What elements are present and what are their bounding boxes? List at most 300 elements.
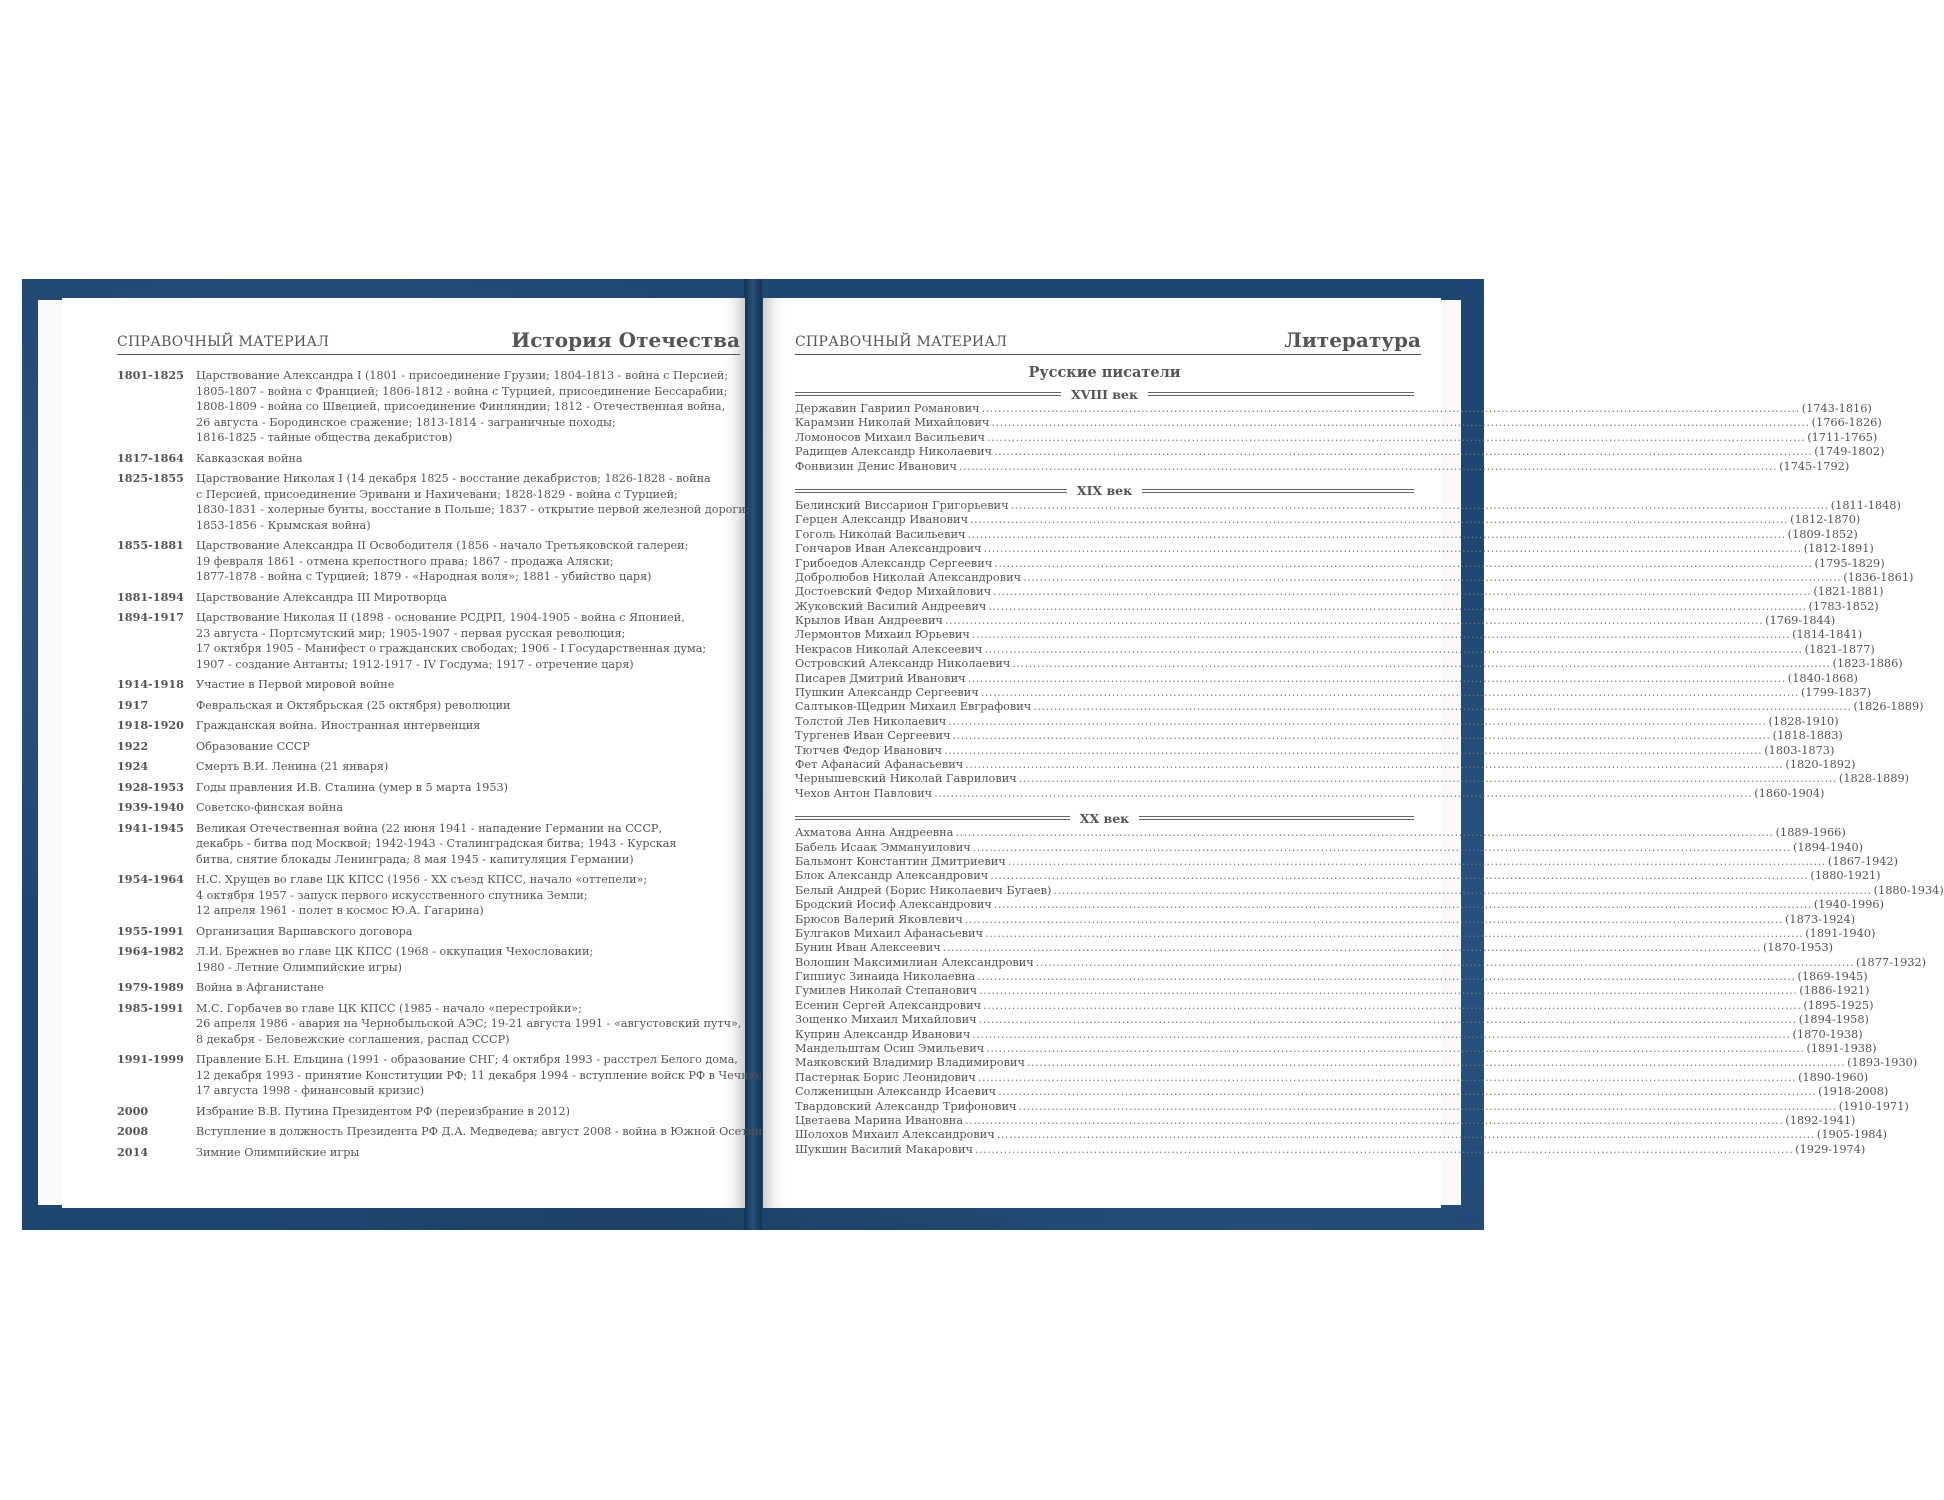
writer-row: [795, 1099, 1909, 1114]
dot-leader: ........................................................................................................................................................................................................: [1035, 955, 1854, 969]
timeline-event-line: 19 февраля 1861 - отмена крепостного права; 1867 - продажа Аляски;: [196, 554, 614, 568]
timeline-date: 1918-1920: [117, 718, 184, 732]
writer-name: Крылов Иван Андреевич: [795, 614, 943, 628]
timeline-event: [196, 1124, 762, 1140]
writer-row: [795, 599, 1879, 614]
century-group: [795, 386, 1885, 474]
dot-leader: ........................................................................................................................................................................................................: [952, 729, 1771, 743]
writer-row: [795, 912, 1856, 927]
timeline-event: [196, 1052, 762, 1099]
writer-dates: (1895-1925): [1803, 998, 1874, 1012]
dot-leader: ........................................................................................................................................................................................................: [972, 1027, 1791, 1041]
timeline-event-line: 26 апреля 1986 - авария на Чернобыльской АЭС; 19-21 августа 1991 - «августовский путч»,: [196, 1017, 742, 1030]
writer-name: Пушкин Александр Сергеевич: [795, 686, 979, 700]
dot-leader: ........................................................................................................................................................................................................: [958, 459, 1778, 473]
writer-row: [795, 1042, 1877, 1056]
timeline-event: [196, 718, 737, 734]
right-page-header: [795, 324, 1421, 355]
writer-name: Толстой Лев Николаевич: [795, 714, 947, 728]
writer-name: Тургенев Иван Сергеевич: [795, 729, 951, 743]
timeline-event-line: Зимние Олимпийские игры: [196, 1145, 360, 1159]
timeline-date: 1964-1982: [117, 944, 184, 958]
writer-dates: (1910-1971): [1838, 1099, 1909, 1113]
timeline-event: [196, 1145, 737, 1161]
writer-dates: (1867-1942): [1827, 854, 1899, 868]
century-label: XIX век: [1076, 483, 1133, 499]
century-label: XVIII век: [1071, 386, 1138, 402]
dot-leader: ........................................................................................................................................................................................................: [983, 542, 1802, 556]
writer-name: Радищев Александр Николаевич: [795, 445, 993, 459]
century-heading: [795, 810, 1414, 826]
writer-dates: (1860-1904): [1754, 786, 1825, 800]
timeline-event: [196, 924, 737, 940]
writer-dates: (1880-1934): [1873, 883, 1944, 897]
dot-leader: ........................................................................................................................................................................................................: [997, 1085, 1817, 1099]
writer-dates: (1893-1930): [1847, 1056, 1918, 1070]
writer-row: [795, 459, 1850, 474]
timeline-event-line: Н.С. Хрущев во главе ЦК КПСС (1956 - XX съезд КПСС, начало «оттепели»;: [196, 873, 648, 886]
timeline-row: [117, 1000, 742, 1048]
timeline-event-line: Организация Варшавского договора: [196, 924, 413, 938]
writer-dates: (1711-1765): [1807, 430, 1878, 444]
writer-name: Державин Гавриил Романович: [795, 402, 980, 415]
dot-leader: ........................................................................................................................................................................................................: [1010, 498, 1829, 512]
writer-name: Гиппиус Зинаида Николаевна: [795, 970, 976, 984]
timeline-event-line: Царствование Александра II Освободителя (1856 - начало Третьяковской галереи;: [196, 539, 689, 552]
writer-dates: (1891-1940): [1805, 926, 1876, 940]
writer-name: Герцен Александр Иванович: [795, 513, 968, 527]
divider: [795, 816, 1070, 820]
dot-leader: ........................................................................................................................................................................................................: [942, 941, 1761, 955]
timeline-row: [117, 759, 737, 775]
writer-dates: (1803-1873): [1764, 743, 1835, 757]
timeline-event: [196, 698, 737, 714]
writer-row: [795, 1128, 1888, 1142]
timeline-event-line: Вступление в должность Президента РФ Д.А. Медведева; август 2008 - война в Южной Осетии: [196, 1125, 763, 1138]
timeline-event-line: Советско-финская война: [196, 801, 344, 814]
timeline-event: [196, 538, 737, 585]
dot-leader: ........................................................................................................................................................................................................: [974, 1142, 1794, 1156]
timeline-date: 1855-1881: [117, 538, 184, 552]
timeline-row: [117, 1124, 763, 1140]
writer-dates: (1766-1826): [1811, 416, 1882, 430]
writer-row: [795, 1056, 1918, 1070]
timeline-date: 2014: [117, 1144, 149, 1159]
writer-row: [795, 430, 1878, 445]
timeline-date: 1991-1999: [117, 1052, 184, 1066]
writer-dates: (1812-1891): [1803, 542, 1874, 556]
dot-leader: ........................................................................................................................................................................................................: [955, 826, 1774, 840]
timeline-event-line: декабрь - битва под Москвой; 1942-1943 - Сталинградская битва; 1943 - Курская: [196, 837, 677, 850]
writer-name: Блок Александр Александрович: [795, 869, 989, 883]
page-title: Литература: [1284, 328, 1421, 352]
dot-leader: ........................................................................................................................................................................................................: [979, 984, 1798, 998]
writer-dates: (1870-1938): [1792, 1027, 1863, 1041]
dot-leader: ........................................................................................................................................................................................................: [944, 743, 1763, 757]
writer-row: [795, 445, 1885, 459]
timeline-event-line: Правление Б.Н. Ельцина (1991 - образование СНГ; 4 октября 1993 - расстрел Белого дома,: [196, 1053, 738, 1066]
writer-dates: (1828-1889): [1838, 772, 1910, 786]
timeline-date: 1894-1917: [117, 610, 184, 624]
writer-name: Брюсов Валерий Яковлевич: [795, 912, 963, 926]
timeline-event-line: 1980 - Летние Олимпийские игры): [196, 960, 403, 974]
writer-dates: (1940-1996): [1813, 898, 1885, 912]
right-page: [763, 298, 1944, 1208]
writer-row: [795, 772, 1910, 786]
writer-row: [795, 570, 1914, 585]
writer-row: [795, 869, 1881, 883]
timeline-event-line: 1907 - создание Антанты; 1912-1917 - IV Госдума; 1917 - отречение царя): [196, 657, 634, 671]
writer-row: [795, 998, 1874, 1013]
dot-leader: ........................................................................................................................................................................................................: [944, 614, 1764, 628]
timeline-row: [117, 538, 737, 585]
writer-name: Пастернак Борис Леонидович: [795, 1070, 976, 1084]
writer-row: [795, 757, 1856, 772]
timeline-event-line: 12 декабря 1993 - принятие Конституции РФ; 11 декабря 1994 - вступление войск РФ в Чечню;: [196, 1068, 763, 1082]
dot-leader: ........................................................................................................................................................................................................: [987, 430, 1806, 444]
dot-leader: ........................................................................................................................................................................................................: [1012, 657, 1831, 671]
dot-leader: ........................................................................................................................................................................................................: [994, 445, 1813, 459]
writer-name: Куприн Александр Иванович: [795, 1027, 971, 1041]
timeline-date: 1801-1825: [117, 368, 184, 382]
timeline-row: [117, 780, 737, 796]
dot-leader: ........................................................................................................................................................................................................: [964, 912, 1783, 926]
writer-name: Гончаров Иван Александрович: [795, 542, 982, 556]
dot-leader: ........................................................................................................................................................................................................: [991, 416, 1810, 430]
writer-row: [795, 955, 1927, 970]
writer-row: [795, 671, 1858, 686]
writer-name: Тютчев Федор Иванович: [795, 743, 943, 757]
divider: [1139, 816, 1414, 820]
dot-leader: ........................................................................................................................................................................................................: [967, 671, 1786, 685]
timeline-event-line: Образование СССР: [196, 739, 310, 753]
writer-row: [795, 700, 1924, 714]
writer-row: [795, 854, 1899, 869]
timeline-event: [196, 759, 737, 775]
timeline-date: 1985-1991: [117, 1000, 184, 1015]
writer-dates: (1823-1886): [1832, 657, 1903, 671]
timeline-row: [117, 1052, 763, 1099]
writer-name: Шолохов Михаил Александрович: [795, 1128, 995, 1142]
writer-name: Чехов Антон Павлович: [795, 786, 933, 800]
dot-leader: ........................................................................................................................................................................................................: [967, 527, 1786, 541]
timeline-event-line: Царствование Николая II (1898 - основание РСДРП, 1904-1905 - война с Японией,: [196, 611, 685, 624]
timeline-date: 1954-1964: [117, 872, 184, 886]
timeline-event-line: Война в Афганистане: [196, 981, 324, 994]
writer-dates: (1812-1870): [1790, 513, 1861, 527]
dot-leader: ........................................................................................................................................................................................................: [1033, 700, 1852, 714]
writer-dates: (1890-1960): [1798, 1070, 1869, 1084]
dot-leader: ........................................................................................................................................................................................................: [948, 714, 1767, 728]
timeline-event-line: 8 декабря - Беловежские соглашения, распад СССР): [196, 1032, 510, 1046]
section-label: СПРАВОЧНЫЙ МАТЕРИАЛ: [795, 334, 1008, 350]
timeline-event: [196, 872, 737, 919]
writer-dates: (1880-1921): [1810, 869, 1881, 883]
writer-dates: (1870-1953): [1762, 941, 1834, 955]
timeline-date: 1928-1953: [117, 779, 184, 794]
timeline-date: 1817-1864: [117, 450, 184, 465]
writers-list: [795, 362, 1944, 1166]
writer-row: [795, 1113, 1856, 1128]
timeline-event-line: Л.И. Брежнев во главе ЦК КПСС (1968 - оккупация Чехословакии;: [196, 945, 594, 958]
writer-row: [795, 614, 1836, 628]
writer-name: Мандельштам Осип Эмильевич: [795, 1042, 985, 1056]
timeline-row: [117, 1104, 737, 1120]
writer-name: Салтыков-Щедрин Михаил Евграфович: [795, 700, 1032, 714]
writer-name: Некрасов Николай Алексеевич: [795, 642, 983, 656]
timeline-event-line: Царствование Николая I (14 декабря 1825 - восстание декабристов; 1826-1828 - война: [196, 472, 711, 485]
writer-name: Булгаков Михаил Афанасьевич: [795, 926, 984, 940]
timeline-event: [196, 1001, 741, 1048]
divider: [795, 489, 1067, 493]
timeline-event: [196, 980, 737, 996]
writer-row: [795, 628, 1863, 642]
writer-name: Есенин Сергей Александрович: [795, 998, 982, 1012]
writer-name: Карамзин Николай Михайлович: [795, 416, 990, 430]
dot-leader: ........................................................................................................................................................................................................: [980, 686, 1799, 700]
dot-leader: ........................................................................................................................................................................................................: [984, 642, 1803, 656]
dot-leader: ........................................................................................................................................................................................................: [993, 898, 1812, 912]
timeline-date: 1955-1991: [117, 923, 184, 938]
timeline-row: [117, 451, 737, 467]
timeline-event-line: 23 августа - Портсмутский мир; 1905-1907 - первая русская революция;: [196, 626, 626, 640]
writer-dates: (1892-1941): [1785, 1113, 1856, 1127]
timeline-date: 2000: [117, 1103, 149, 1118]
dot-leader: ........................................................................................................................................................................................................: [1023, 570, 1842, 584]
writer-dates: (1840-1868): [1787, 671, 1858, 685]
writer-dates: (1894-1958): [1798, 1013, 1869, 1027]
writer-dates: (1811-1848): [1830, 498, 1901, 512]
writer-row: [795, 1027, 1863, 1042]
writer-name: Грибоедов Александр Сергеевич: [795, 556, 993, 570]
dot-leader: ........................................................................................................................................................................................................: [1018, 1099, 1837, 1113]
dot-leader: ........................................................................................................................................................................................................: [969, 513, 1789, 527]
writer-dates: (1894-1940): [1792, 840, 1864, 854]
writer-name: Белинский Виссарион Григорьевич: [795, 498, 1009, 512]
timeline-event-line: 26 августа - Бородинское сражение; 1813-1814 - заграничные походы;: [196, 415, 616, 429]
timeline-event-line: 12 апреля 1961 - полет в космос Ю.А. Гагарина): [196, 904, 484, 917]
timeline-date: 1914-1918: [117, 677, 184, 691]
writer-row: [795, 970, 1868, 984]
writer-dates: (1886-1921): [1799, 984, 1870, 998]
writer-name: Гоголь Николай Васильевич: [795, 527, 966, 541]
writer-row: [795, 416, 1882, 430]
timeline-row: [117, 924, 737, 940]
timeline-event-line: Смерть В.И. Ленина (21 января): [196, 760, 389, 773]
writer-dates: (1820-1892): [1785, 757, 1856, 771]
writer-row: [795, 1142, 1866, 1157]
timeline-event-line: Гражданская война. Иностранная интервенция: [196, 719, 481, 732]
divider: [795, 392, 1061, 396]
dot-leader: ........................................................................................................................................................................................................: [978, 1013, 1797, 1027]
timeline-event: [196, 451, 737, 467]
writer-dates: (1809-1852): [1787, 527, 1858, 541]
writer-name: Жуковский Василий Андреевич: [795, 599, 987, 613]
timeline-event-line: битва, снятие блокады Ленинграда; 8 мая 1945 - капитуляция Германии): [196, 852, 634, 866]
page-edges-left: [38, 300, 64, 1205]
timeline-date: 1917: [117, 697, 149, 712]
timeline-row: [117, 368, 737, 446]
writer-row: [795, 642, 1875, 657]
timeline-row: [117, 590, 737, 606]
writer-name: Бабель Исаак Эммануилович: [795, 840, 971, 854]
timeline-date: 1825-1855: [117, 471, 184, 485]
writer-dates: (1821-1881): [1813, 585, 1884, 599]
timeline-row: [117, 718, 737, 734]
writer-name: Достоевский Федор Михайлович: [795, 585, 992, 599]
timeline-event: [196, 800, 737, 816]
writer-name: Ахматова Анна Андреевна: [795, 826, 954, 840]
timeline-event-line: Царствование Александра III Миротворца: [196, 590, 447, 604]
writer-row: [795, 714, 1839, 729]
dot-leader: ........................................................................................................................................................................................................: [990, 869, 1809, 883]
timeline-event: [196, 739, 737, 755]
timeline-event: [196, 1104, 737, 1120]
writer-row: [795, 402, 1872, 416]
timeline-event-line: Февральская и Октябрьская (25 октября) революции: [196, 698, 511, 712]
timeline-event-line: 17 августа 1998 - финансовый кризис): [196, 1084, 425, 1097]
timeline-event-line: 1830-1831 - холерные бунты, восстание в Польше; 1837 - открытие первой железной дороги;: [196, 503, 750, 516]
writer-dates: (1826-1889): [1853, 700, 1924, 714]
timeline-event: [196, 821, 737, 868]
writer-row: [795, 657, 1903, 671]
writer-name: Островский Александр Николаевич: [795, 657, 1011, 671]
writer-dates: (1828-1910): [1768, 714, 1839, 728]
writer-dates: (1929-1974): [1795, 1142, 1866, 1156]
dot-leader: ........................................................................................................................................................................................................: [977, 970, 1796, 984]
writer-row: [795, 542, 1874, 556]
timeline-event: [196, 944, 737, 975]
writer-dates: (1745-1792): [1779, 459, 1850, 473]
writer-name: Твардовский Александр Трифонович: [795, 1099, 1017, 1113]
dot-leader: ........................................................................................................................................................................................................: [981, 402, 1800, 415]
writer-row: [795, 1085, 1889, 1099]
timeline-row: [117, 980, 737, 996]
timeline-row: [117, 872, 737, 919]
writer-name: Бунин Иван Алексеевич: [795, 941, 941, 955]
writer-row: [795, 826, 1846, 840]
dot-leader: ........................................................................................................................................................................................................: [988, 599, 1807, 613]
writer-row: [795, 556, 1885, 571]
writer-name: Добролюбов Николай Александрович: [795, 570, 1022, 584]
writer-row: [795, 743, 1835, 758]
timeline-event: [196, 610, 737, 672]
writer-dates: (1889-1966): [1775, 826, 1846, 840]
writer-dates: (1873-1924): [1785, 912, 1856, 926]
timeline-event-line: 1816-1825 - тайные общества декабристов): [196, 431, 453, 444]
writer-row: [795, 585, 1884, 599]
left-page: [62, 298, 763, 1208]
writer-name: Белый Андрей (Борис Николаевич Бугаев): [795, 883, 1052, 897]
writer-row: [795, 686, 1872, 700]
writer-row: [795, 1070, 1869, 1085]
divider: [1148, 392, 1414, 396]
timeline-event: [196, 590, 737, 606]
writer-name: Шукшин Василий Макарович: [795, 1142, 973, 1156]
timeline-event: [196, 471, 749, 533]
timeline-date: 1881-1894: [117, 589, 184, 604]
section-label: СПРАВОЧНЫЙ МАТЕРИАЛ: [117, 334, 330, 350]
left-page-header: [117, 324, 740, 355]
dot-leader: ........................................................................................................................................................................................................: [965, 757, 1784, 771]
timeline-event-line: М.С. Горбачев во главе ЦК КПСС (1985 - начало «перестройки»;: [196, 1001, 582, 1015]
writer-row: [795, 513, 1861, 527]
timeline-row: [117, 610, 737, 672]
writer-dates: (1814-1841): [1792, 628, 1863, 642]
writer-dates: (1769-1844): [1765, 614, 1836, 628]
writer-name: Гумилев Николай Степанович: [795, 984, 978, 998]
writer-row: [795, 840, 1864, 855]
writer-dates: (1821-1877): [1804, 642, 1875, 656]
timeline-event-line: 1805-1807 - война с Францией; 1806-1812 - война с Турцией, присоединение Бессарабии;: [196, 384, 728, 398]
writer-row: [795, 527, 1858, 542]
timeline-row: [117, 677, 737, 693]
writers-list-title: Русские писатели: [1028, 364, 1181, 381]
timeline-row: [117, 739, 737, 755]
century-heading: [795, 386, 1414, 402]
timeline-event-line: Царствование Александра I (1801 - присоединение Грузии; 1804-1813 - война с Персией;: [196, 369, 729, 382]
timeline-row: [117, 1145, 737, 1161]
timeline-event-line: Годы правления И.В. Сталина (умер в 5 марта 1953): [196, 780, 508, 794]
timeline-event-line: 1808-1809 - война со Швецией, присоединение Финляндии; 1812 - Отечественная война,: [196, 400, 726, 413]
writer-dates: (1869-1945): [1797, 970, 1868, 984]
timeline-event-line: Избрание В.В. Путина Президентом РФ (переизбрание в 2012): [196, 1104, 571, 1118]
timeline-date: 1924: [117, 759, 149, 773]
dot-leader: ........................................................................................................................................................................................................: [1053, 883, 1872, 897]
writer-row: [795, 1013, 1869, 1027]
writer-name: Чернышевский Николай Гаврилович: [795, 772, 1017, 786]
timeline-event: [196, 677, 737, 693]
timeline-row: [117, 698, 737, 714]
writer-row: [795, 786, 1825, 801]
writer-row: [795, 898, 1885, 912]
writer-name: Солженицын Александр Исаевич: [795, 1085, 996, 1099]
timeline-date: 1922: [117, 738, 149, 753]
timeline-date: 1941-1945: [117, 820, 184, 835]
timeline-event-line: с Персией, присоединение Эривани и Нахичевани; 1828-1829 - война с Турцией;: [196, 487, 678, 501]
dot-leader: ........................................................................................................................................................................................................: [965, 1113, 1784, 1127]
writer-dates: (1783-1852): [1808, 599, 1879, 613]
timeline-date: 2008: [117, 1124, 149, 1138]
dot-leader: ........................................................................................................................................................................................................: [977, 1070, 1797, 1084]
timeline-event-line: 1877-1878 - война с Турцией; 1879 - «Народная воля»; 1881 - убийство царя): [196, 570, 652, 583]
writer-dates: (1836-1861): [1843, 570, 1914, 584]
page-title: История Отечества: [511, 328, 740, 352]
writer-row: [795, 926, 1876, 941]
dot-leader: ........................................................................................................................................................................................................: [934, 786, 1753, 800]
writer-row: [795, 729, 1843, 743]
timeline-event: [196, 368, 737, 446]
writer-name: Ломоносов Михаил Васильевич: [795, 430, 985, 444]
dot-leader: ........................................................................................................................................................................................................: [986, 1042, 1805, 1056]
timeline-date: 1979-1989: [117, 980, 184, 994]
dot-leader: ........................................................................................................................................................................................................: [985, 926, 1804, 940]
century-group: [795, 483, 1924, 801]
dot-leader: ........................................................................................................................................................................................................: [972, 840, 1791, 854]
dot-leader: ........................................................................................................................................................................................................: [1026, 1056, 1846, 1070]
writer-dates: (1743-1816): [1801, 402, 1872, 415]
timeline-event-line: 1853-1856 - Крымская война): [196, 518, 371, 532]
writer-dates: (1891-1938): [1806, 1042, 1877, 1056]
dot-leader: ........................................................................................................................................................................................................: [994, 556, 1813, 570]
timeline-event-line: Кавказская война: [196, 451, 303, 465]
timeline-event-line: 17 октября 1905 - Манифест о гражданских свободах; 1906 - I Государственная дума;: [196, 642, 707, 655]
writer-name: Волошин Максимилиан Александрович: [795, 955, 1034, 969]
dot-leader: ........................................................................................................................................................................................................: [1018, 772, 1837, 786]
writer-name: Маяковский Владимир Владимирович: [795, 1056, 1025, 1070]
writer-dates: (1905-1984): [1816, 1128, 1888, 1142]
century-heading: [795, 483, 1414, 499]
